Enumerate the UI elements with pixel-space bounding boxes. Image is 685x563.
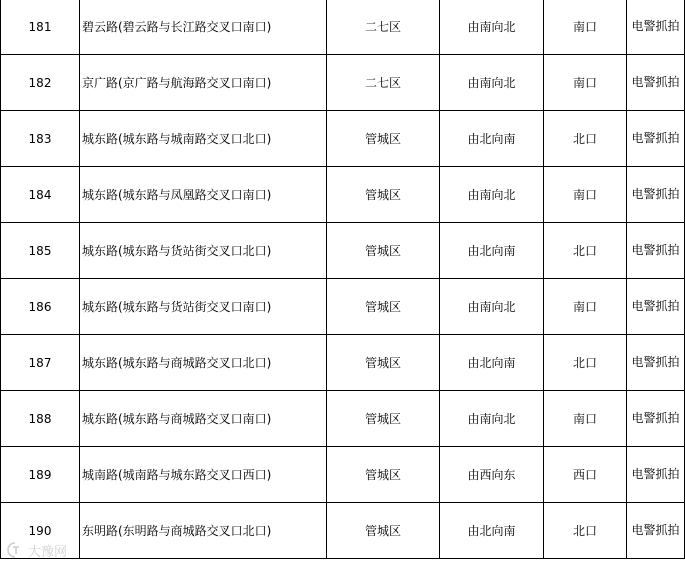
row-number-cell: 186 (1, 279, 80, 335)
district-cell: 管城区 (327, 279, 440, 335)
row-number-cell: 187 (1, 335, 80, 391)
entrance-cell: 北口 (544, 335, 627, 391)
direction-cell: 由北向南 (440, 223, 544, 279)
entrance-cell: 南口 (544, 55, 627, 111)
table-row (1, 111, 685, 167)
direction-cell: 由南向北 (440, 0, 544, 55)
direction-cell: 由南向北 (440, 391, 544, 447)
district-cell: 管城区 (327, 223, 440, 279)
district-cell: 管城区 (327, 167, 440, 223)
row-number-cell: 185 (1, 223, 80, 279)
capture-method-cell: 电警抓拍 (627, 0, 685, 55)
capture-method-cell: 电警抓拍 (627, 391, 685, 447)
direction-cell: 由北向南 (440, 503, 544, 559)
entrance-cell: 北口 (544, 111, 627, 167)
row-number-cell: 181 (1, 0, 80, 55)
table-row (1, 279, 685, 335)
row-number-cell: 182 (1, 55, 80, 111)
table-row (1, 0, 685, 55)
capture-method-cell: 电警抓拍 (627, 223, 685, 279)
road-location-cell: 城东路(城东路与货站街交叉口南口) (80, 279, 327, 335)
direction-cell: 由南向北 (440, 167, 544, 223)
capture-method-cell: 电警抓拍 (627, 447, 685, 503)
capture-method-cell: 电警抓拍 (627, 335, 685, 391)
road-location-cell: 城东路(城东路与凤凰路交叉口南口) (80, 167, 327, 223)
entrance-cell: 北口 (544, 223, 627, 279)
road-location-cell: 城东路(城东路与货站街交叉口北口) (80, 223, 327, 279)
table-body (1, 0, 685, 559)
table-row (1, 167, 685, 223)
table-row (1, 223, 685, 279)
row-number-cell: 183 (1, 111, 80, 167)
district-cell: 管城区 (327, 503, 440, 559)
table-row (1, 391, 685, 447)
row-number-cell: 189 (1, 447, 80, 503)
direction-cell: 由西向东 (440, 447, 544, 503)
row-number-cell: 188 (1, 391, 80, 447)
table-row (1, 335, 685, 391)
entrance-cell: 西口 (544, 447, 627, 503)
entrance-cell: 南口 (544, 391, 627, 447)
capture-method-cell: 电警抓拍 (627, 503, 685, 559)
road-location-cell: 城东路(城东路与商城路交叉口北口) (80, 335, 327, 391)
district-cell: 二七区 (327, 0, 440, 55)
direction-cell: 由南向北 (440, 279, 544, 335)
road-location-cell: 城南路(城南路与城东路交叉口西口) (80, 447, 327, 503)
district-cell: 二七区 (327, 55, 440, 111)
table-row (1, 447, 685, 503)
direction-cell: 由北向南 (440, 335, 544, 391)
entrance-cell: 南口 (544, 167, 627, 223)
table-row (1, 55, 685, 111)
district-cell: 管城区 (327, 447, 440, 503)
road-location-cell: 东明路(东明路与商城路交叉口北口) (80, 503, 327, 559)
road-location-cell: 碧云路(碧云路与长江路交叉口南口) (80, 0, 327, 55)
direction-cell: 由南向北 (440, 55, 544, 111)
district-cell: 管城区 (327, 335, 440, 391)
capture-method-cell: 电警抓拍 (627, 111, 685, 167)
capture-method-cell: 电警抓拍 (627, 55, 685, 111)
district-cell: 管城区 (327, 111, 440, 167)
entrance-cell: 南口 (544, 0, 627, 55)
watermark-text: 大豫网 (28, 544, 68, 560)
capture-method-cell: 电警抓拍 (627, 167, 685, 223)
road-location-cell: 京广路(京广路与航海路交叉口南口) (80, 55, 327, 111)
district-cell: 管城区 (327, 391, 440, 447)
road-location-cell: 城东路(城东路与商城路交叉口南口) (80, 391, 327, 447)
direction-cell: 由北向南 (440, 111, 544, 167)
table-row (1, 503, 685, 559)
row-number-cell: 190 (1, 503, 80, 559)
row-number-cell: 184 (1, 167, 80, 223)
capture-method-cell: 电警抓拍 (627, 279, 685, 335)
entrance-cell: 南口 (544, 279, 627, 335)
entrance-cell: 北口 (544, 503, 627, 559)
road-location-cell: 城东路(城东路与城南路交叉口北口) (80, 111, 327, 167)
